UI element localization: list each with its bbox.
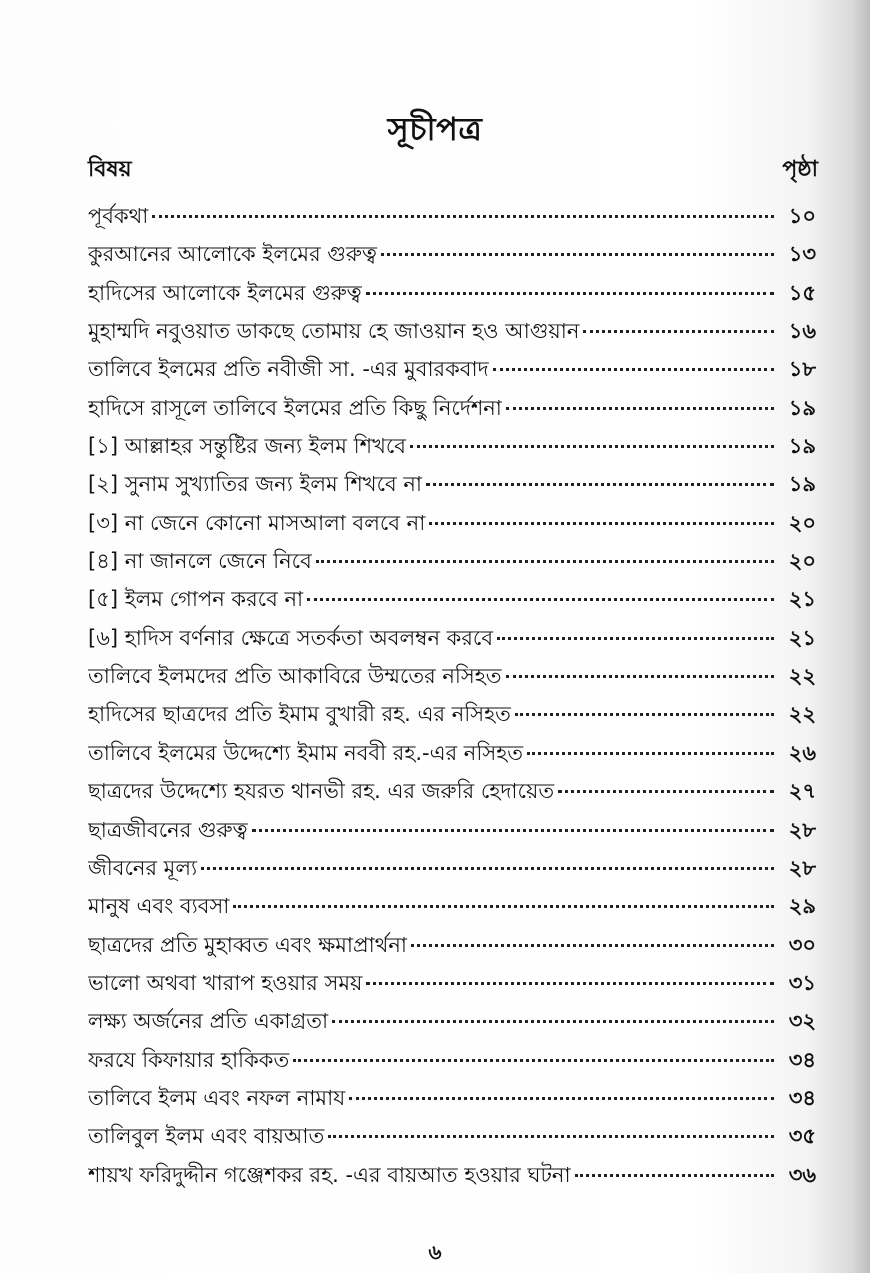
dot-leader	[307, 598, 774, 601]
entry-title: শায়খ ফরিদুদ্দীন গঞ্জেশকর রহ. -এর বায়আত হওয়ার ঘটনা	[88, 1162, 571, 1187]
dot-leader	[527, 752, 774, 755]
dot-leader	[349, 1097, 774, 1100]
toc-entry	[88, 353, 816, 391]
toc-entry	[88, 1082, 816, 1120]
toc-entry	[88, 545, 816, 583]
entry-title: তালিবে ইলমদের প্রতি আকাবিরে উম্মতের নসিহত	[88, 664, 502, 689]
entry-page: ১৫	[788, 280, 816, 305]
toc-entry	[88, 507, 816, 545]
toc-entry	[88, 660, 816, 698]
dot-leader	[426, 483, 774, 486]
entry-page: ১৯	[788, 472, 816, 497]
toc-entry	[88, 238, 816, 276]
entry-page: ১০	[788, 204, 816, 228]
entry-title: জীবনের মূল্য	[88, 855, 198, 880]
toc-list	[88, 200, 816, 1197]
entry-page: ২২	[788, 664, 816, 689]
entry-page: ৩২	[788, 1009, 816, 1034]
entry-page: ৩৫	[788, 1124, 816, 1149]
entry-title: ছাত্রজীবনের গুরুত্ব	[88, 817, 248, 842]
dot-leader	[332, 1020, 774, 1023]
dot-leader	[316, 560, 774, 563]
toc-entry	[88, 737, 816, 775]
dot-leader	[293, 1059, 774, 1062]
entry-title: তালিবে ইলম এবং নফল নামায	[88, 1085, 346, 1110]
toc-entry	[88, 277, 816, 315]
dot-leader	[328, 1135, 774, 1138]
entry-title: লক্ষ্য অর্জনের প্রতি একাগ্রতা	[88, 1009, 329, 1034]
entry-page: ২৬	[788, 740, 816, 765]
entry-page: ১৮	[788, 357, 816, 382]
entry-title: [৬] হাদিস বর্ণনার ক্ষেত্রে সতর্কতা অবলম্বন করবে	[88, 625, 494, 650]
entry-page: ২২	[788, 702, 816, 727]
page-column-label: পৃষ্ঠা	[782, 157, 818, 182]
entry-title: [৪] না জানলে জেনে নিবে	[88, 549, 312, 574]
toc-entry	[88, 1120, 816, 1158]
toc-entry	[88, 775, 816, 813]
toc-entry	[88, 967, 816, 1005]
dot-leader	[252, 829, 774, 832]
entry-title: ভালো অথবা খারাপ হওয়ার সময়	[88, 970, 363, 995]
entry-title: হাদিসের আলোকে ইলমের গুরুত্ব	[88, 280, 362, 305]
dot-leader	[201, 867, 774, 870]
entry-page: ২৭	[788, 779, 816, 804]
dot-leader	[506, 407, 774, 410]
entry-title: [১] আল্লাহর সন্তুষ্টির জন্য ইলম শিখবে	[88, 434, 406, 459]
entry-page: ১৯	[788, 434, 816, 459]
entry-page: ১৩	[788, 242, 816, 267]
entry-page: ২০	[788, 510, 816, 535]
entry-title: কুরআনের আলোকে ইলমের গুরুত্ব	[88, 242, 377, 267]
dot-leader	[233, 905, 774, 908]
entry-title: ছাত্রদের প্রতি মুহাব্বত এবং ক্ষমাপ্রার্থনা	[88, 932, 407, 957]
dot-leader	[493, 368, 774, 371]
toc-entry	[88, 200, 816, 238]
toc-entry	[88, 315, 816, 353]
entry-title: মুহাম্মদি নবুওয়াত ডাকছে তোমায় হে জাওয়ান হও আগুয়ান	[88, 319, 580, 344]
entry-title: ফরযে কিফায়ার হাকিকত	[88, 1047, 290, 1072]
toc-entry	[88, 1159, 816, 1197]
toc-entry	[88, 392, 816, 430]
toc-entry	[88, 1005, 816, 1043]
entry-page: ৩৪	[788, 1085, 816, 1110]
entry-page: ২৮	[788, 855, 816, 880]
toc-entry	[88, 583, 816, 621]
dot-leader	[366, 982, 774, 985]
toc-entry	[88, 852, 816, 890]
toc-header	[88, 152, 818, 186]
page-number: ৬	[428, 1240, 442, 1264]
toc-entry	[88, 814, 816, 852]
dot-leader	[411, 944, 774, 947]
page-title: সূচীপত্র	[387, 110, 483, 148]
dot-leader	[575, 1174, 774, 1177]
dot-leader	[558, 790, 774, 793]
entry-title: হাদিসের ছাত্রদের প্রতি ইমাম বুখারী রহ. এর নসিহত	[88, 702, 511, 727]
entry-page: ২১	[788, 625, 816, 650]
dot-leader	[515, 713, 774, 716]
dot-leader	[366, 292, 774, 295]
toc-entry	[88, 430, 816, 468]
toc-entry	[88, 468, 816, 506]
entry-page: ৩৬	[788, 1162, 816, 1187]
entry-title: [৩] না জেনে কোনো মাসআলা বলবে না	[88, 510, 426, 535]
toc-entry	[88, 622, 816, 660]
entry-title: হাদিসে রাসূলে তালিবে ইলমের প্রতি কিছু নির্দেশনা	[88, 395, 502, 420]
toc-entry	[88, 1044, 816, 1082]
toc-entry	[88, 890, 816, 928]
entry-page: ২১	[788, 587, 816, 612]
entry-title: [২] সুনাম সুখ্যাতির জন্য ইলম শিখবে না	[88, 472, 423, 497]
dot-leader	[152, 215, 774, 218]
entry-page: ৩০	[788, 932, 816, 957]
dot-leader	[410, 445, 774, 448]
entry-title: পূর্বকথা	[88, 204, 149, 228]
entry-title: তালিবে ইলমের উদ্দেশ্যে ইমাম নববী রহ.-এর নসিহত	[88, 740, 524, 765]
toc-entry	[88, 698, 816, 736]
entry-page: ১৬	[788, 319, 816, 344]
dot-leader	[497, 637, 774, 640]
entry-title: তালিবুল ইলম এবং বায়আত	[88, 1124, 325, 1149]
entry-page: ১৯	[788, 395, 816, 420]
subject-column-label: বিষয়	[88, 157, 132, 182]
dot-leader	[583, 330, 774, 333]
entry-title: ছাত্রদের উদ্দেশ্যে হযরত থানভী রহ. এর জরুরি হেদায়েত	[88, 779, 555, 804]
dot-leader	[381, 253, 774, 256]
entry-page: ২৮	[788, 817, 816, 842]
toc-entry	[88, 929, 816, 967]
dot-leader	[429, 522, 774, 525]
entry-page: ৩১	[788, 970, 816, 995]
dot-leader	[506, 675, 774, 678]
entry-page: ২০	[788, 549, 816, 574]
entry-page: ২৯	[788, 894, 816, 919]
entry-title: তালিবে ইলমের প্রতি নবীজী সা. -এর মুবারকবাদ	[88, 357, 489, 382]
entry-title: [৫] ইলম গোপন করবে না	[88, 587, 304, 612]
entry-page: ৩৪	[788, 1047, 816, 1072]
entry-title: মানুষ এবং ব্যবসা	[88, 894, 230, 919]
